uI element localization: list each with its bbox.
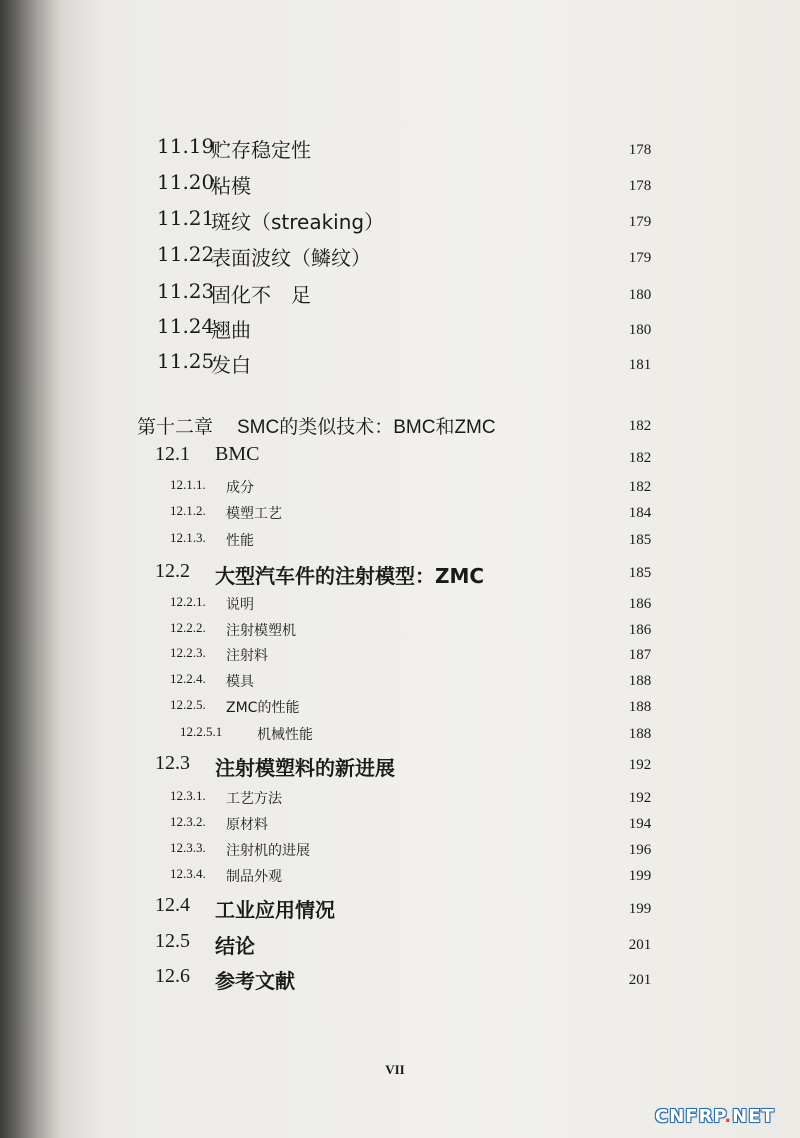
toc-entry-number: 11.21 (157, 206, 215, 230)
toc-entry-page: 192 (628, 757, 652, 773)
subsection-title: 性能 (226, 533, 254, 549)
toc-entry-page: 188 (628, 673, 652, 689)
subsection-number: 12.2.5. (170, 697, 206, 712)
toc-entry-title: 斑纹（streaking） (211, 210, 385, 234)
chapter-number: 第十二章 (137, 416, 214, 438)
toc-entry-number: 11.23 (157, 279, 215, 303)
subsection-title: ZMC的性能 (226, 700, 300, 716)
section-number: 12.6 (155, 965, 190, 987)
subsection-number: 12.1.3. (170, 530, 206, 545)
toc-entry-page: 180 (628, 287, 652, 303)
subsection-title: 工艺方法 (226, 791, 282, 807)
toc-entry-title: 发白 (211, 353, 251, 377)
toc-entry-page: 199 (628, 901, 652, 917)
toc-entry-page: 182 (628, 418, 652, 434)
chapter-title: SMC的类似技术：BMC和ZMC (237, 417, 496, 438)
subsection-number: 12.3.4. (170, 866, 206, 881)
toc-entry-page: 185 (628, 532, 652, 548)
subsubsection-number: 12.2.5.1 (180, 724, 223, 739)
toc-entry-page: 178 (628, 142, 652, 158)
toc-entry-page: 188 (628, 726, 652, 742)
toc-entry-page: 182 (628, 479, 652, 495)
site-watermark (655, 1106, 795, 1132)
toc-entry-number: 11.19 (157, 134, 215, 158)
toc-entry-page: 187 (628, 647, 652, 663)
section-number: 12.5 (155, 930, 190, 952)
subsection-number: 12.3.3. (170, 840, 206, 855)
toc-entry-page: 192 (628, 790, 652, 806)
section-number: 12.2 (155, 560, 190, 582)
watermark-text-b: NET (732, 1106, 775, 1127)
toc-entry-page: 186 (628, 596, 652, 612)
toc-entry-page: 185 (628, 565, 652, 581)
toc-entry-page: 180 (628, 322, 652, 338)
section-title: 大型汽车件的注射模型：ZMC (215, 564, 485, 588)
toc-entry-page: 188 (628, 699, 652, 715)
toc-entry-title: 固化不 足 (211, 283, 311, 307)
toc-entry-page: 179 (628, 214, 652, 230)
watermark-text-a: CNFRP (655, 1106, 725, 1127)
toc-entry-number: 11.22 (157, 242, 215, 266)
toc-entry-page: 184 (628, 505, 652, 521)
toc-entry-title: 表面波纹（鳞纹） (211, 246, 371, 270)
section-number: 12.4 (155, 894, 190, 916)
subsection-number: 12.2.1. (170, 594, 206, 609)
watermark-dot: . (724, 1106, 733, 1127)
page-number-footer: VII (385, 1062, 405, 1077)
toc-entry-title: 翘曲 (211, 318, 251, 342)
toc-entry-number: 11.25 (157, 349, 215, 373)
subsection-number: 12.2.2. (170, 620, 206, 635)
toc-entry-page: 201 (628, 937, 652, 953)
subsection-number: 12.2.4. (170, 671, 206, 686)
subsection-number: 12.3.2. (170, 814, 206, 829)
subsection-title: 成分 (226, 480, 254, 496)
toc-entry-page: 194 (628, 816, 652, 832)
section-title: 结论 (215, 934, 255, 958)
toc-entry-page: 181 (628, 357, 652, 373)
section-number: 12.1 (155, 443, 190, 465)
toc-entry-page: 179 (628, 250, 652, 266)
subsection-number: 12.1.2. (170, 503, 206, 518)
subsection-number: 12.1.1. (170, 477, 206, 492)
section-title: 注射模塑料的新进展 (215, 756, 395, 780)
section-number: 12.3 (155, 752, 190, 774)
toc-entry-number: 11.24 (157, 314, 215, 338)
toc-entry-page: 201 (628, 972, 652, 988)
subsection-number: 12.2.3. (170, 645, 206, 660)
toc-entry-page: 182 (628, 450, 652, 466)
section-title: BMC (215, 443, 260, 465)
subsection-title: 说明 (226, 597, 254, 613)
subsubsection-title: 机械性能 (257, 727, 313, 743)
subsection-title: 原材料 (226, 817, 268, 833)
section-title: 参考文献 (215, 969, 295, 993)
subsection-number: 12.3.1. (170, 788, 206, 803)
toc-entry-page: 178 (628, 178, 652, 194)
toc-entry-page: 186 (628, 622, 652, 638)
subsection-title: 注射机的进展 (226, 843, 310, 859)
toc-entry-page: 196 (628, 842, 652, 858)
toc-entry-number: 11.20 (157, 170, 215, 194)
subsection-title: 注射料 (226, 648, 268, 664)
toc-entry-page: 199 (628, 868, 652, 884)
subsection-title: 模塑工艺 (226, 506, 282, 522)
subsection-title: 模具 (226, 674, 254, 690)
subsection-title: 制品外观 (226, 869, 282, 885)
section-title: 工业应用情况 (215, 898, 335, 922)
subsection-title: 注射模塑机 (226, 623, 296, 639)
toc-entry-title: 粘模 (211, 174, 251, 198)
toc-entry-title: 贮存稳定性 (211, 138, 311, 162)
